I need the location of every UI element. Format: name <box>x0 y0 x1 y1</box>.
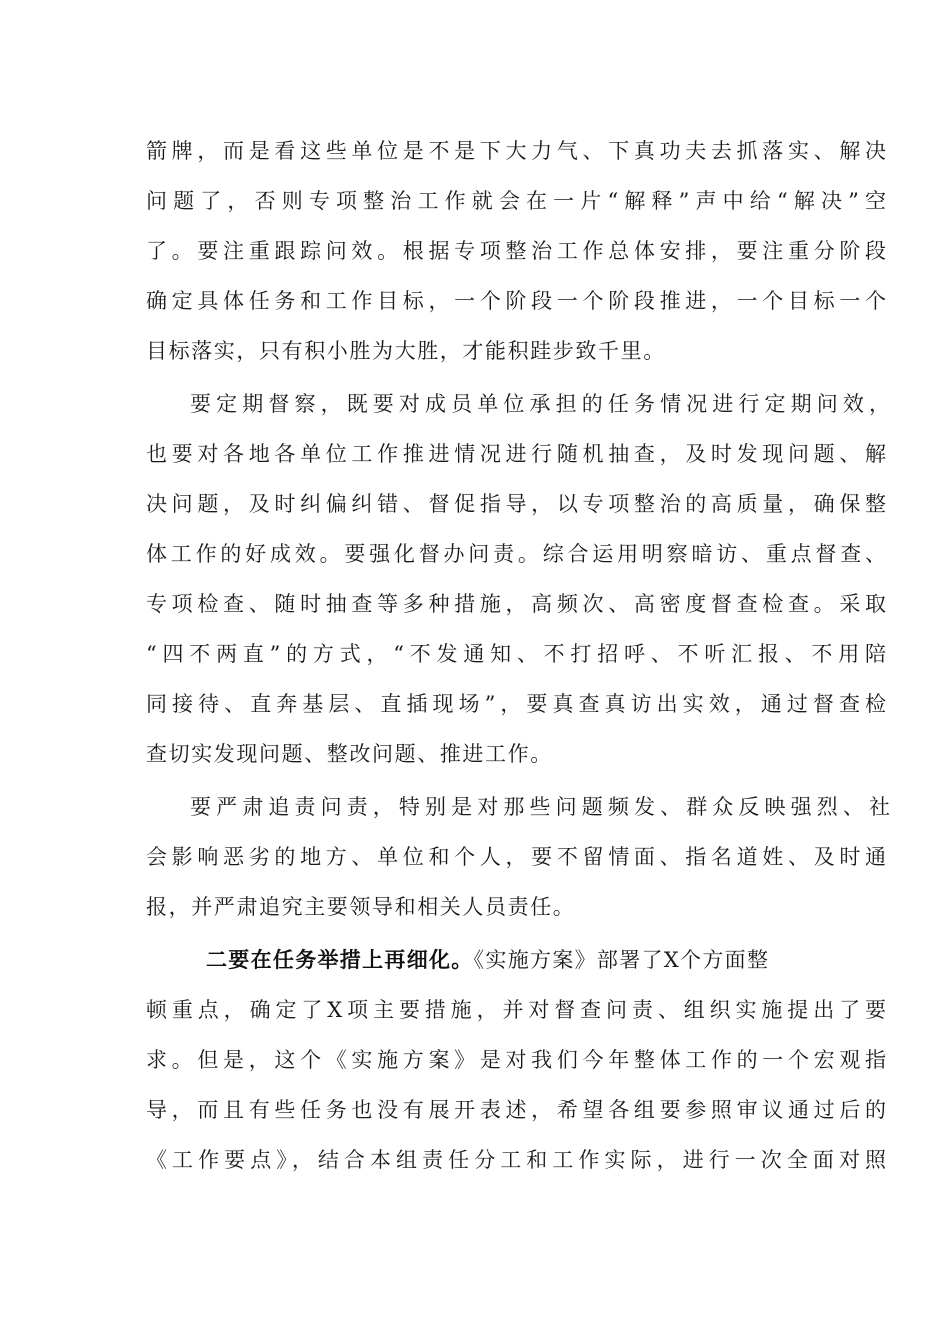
paragraph-2-line-6: “四不两直”的方式，“不发通知、不打招呼、不听汇报、不用陪 <box>146 642 886 666</box>
paragraph-4-line-3: 求。但是，这个《实施方案》是对我们今年整体工作的一个宏观指 <box>146 1048 886 1072</box>
paragraph-2-line-7: 同接待、直奔基层、直插现场”，要真查真访出实效，通过督查检 <box>146 692 886 716</box>
paragraph-2-line-8: 查切实发现问题、整改问题、推进工作。 <box>146 742 553 766</box>
paragraph-4-line-1-rest: 《实施方案》部署了X个方面整 <box>473 948 770 972</box>
paragraph-1-line-1: 箭牌，而是看这些单位是不是下大力气、下真功夫去抓落实、解决 <box>146 139 886 163</box>
paragraph-3-line-3: 报，并严肃追究主要领导和相关人员责任。 <box>146 895 576 919</box>
paragraph-1-line-5: 目标落实，只有积小胜为大胜，才能积跬步致千里。 <box>146 339 666 363</box>
paragraph-4-line-5: 《工作要点》，结合本组责任分工和工作实际，进行一次全面对照 <box>146 1148 886 1172</box>
section-heading: 二要在任务举措上再细化。 <box>206 947 474 972</box>
paragraph-3-line-1: 要严肃追责问责，特别是对那些问题频发、群众反映强烈、社 <box>190 795 890 819</box>
paragraph-1-line-2: 问题了，否则专项整治工作就会在一片“解释”声中给“解决”空 <box>146 189 886 213</box>
paragraph-4-line-2: 顿重点，确定了X项主要措施，并对督查问责、组织实施提出了要 <box>146 998 886 1022</box>
paragraph-2-line-5: 专项检查、随时抽查等多种措施，高频次、高密度督查检查。采取 <box>146 592 886 616</box>
paragraph-2-line-1: 要定期督察，既要对成员单位承担的任务情况进行定期问效， <box>190 392 890 416</box>
paragraph-1-line-4: 确定具体任务和工作目标，一个阶段一个阶段推进，一个目标一个 <box>146 289 886 313</box>
paragraph-2-line-2: 也要对各地各单位工作推进情况进行随机抽查，及时发现问题、解 <box>146 442 886 466</box>
paragraph-4-line-1 <box>206 935 886 985</box>
paragraph-3-line-2: 会影响恶劣的地方、单位和个人，要不留情面、指名道姓、及时通 <box>146 845 886 869</box>
paragraph-2-line-4: 体工作的好成效。要强化督办问责。综合运用明察暗访、重点督查、 <box>146 542 886 566</box>
paragraph-2-line-3: 决问题，及时纠偏纠错、督促指导，以专项整治的高质量，确保整 <box>146 492 886 516</box>
paragraph-1-line-3: 了。要注重跟踪问效。根据专项整治工作总体安排，要注重分阶段 <box>146 239 886 263</box>
paragraph-4-line-4: 导，而且有些任务也没有展开表述，希望各组要参照审议通过后的 <box>146 1098 886 1122</box>
